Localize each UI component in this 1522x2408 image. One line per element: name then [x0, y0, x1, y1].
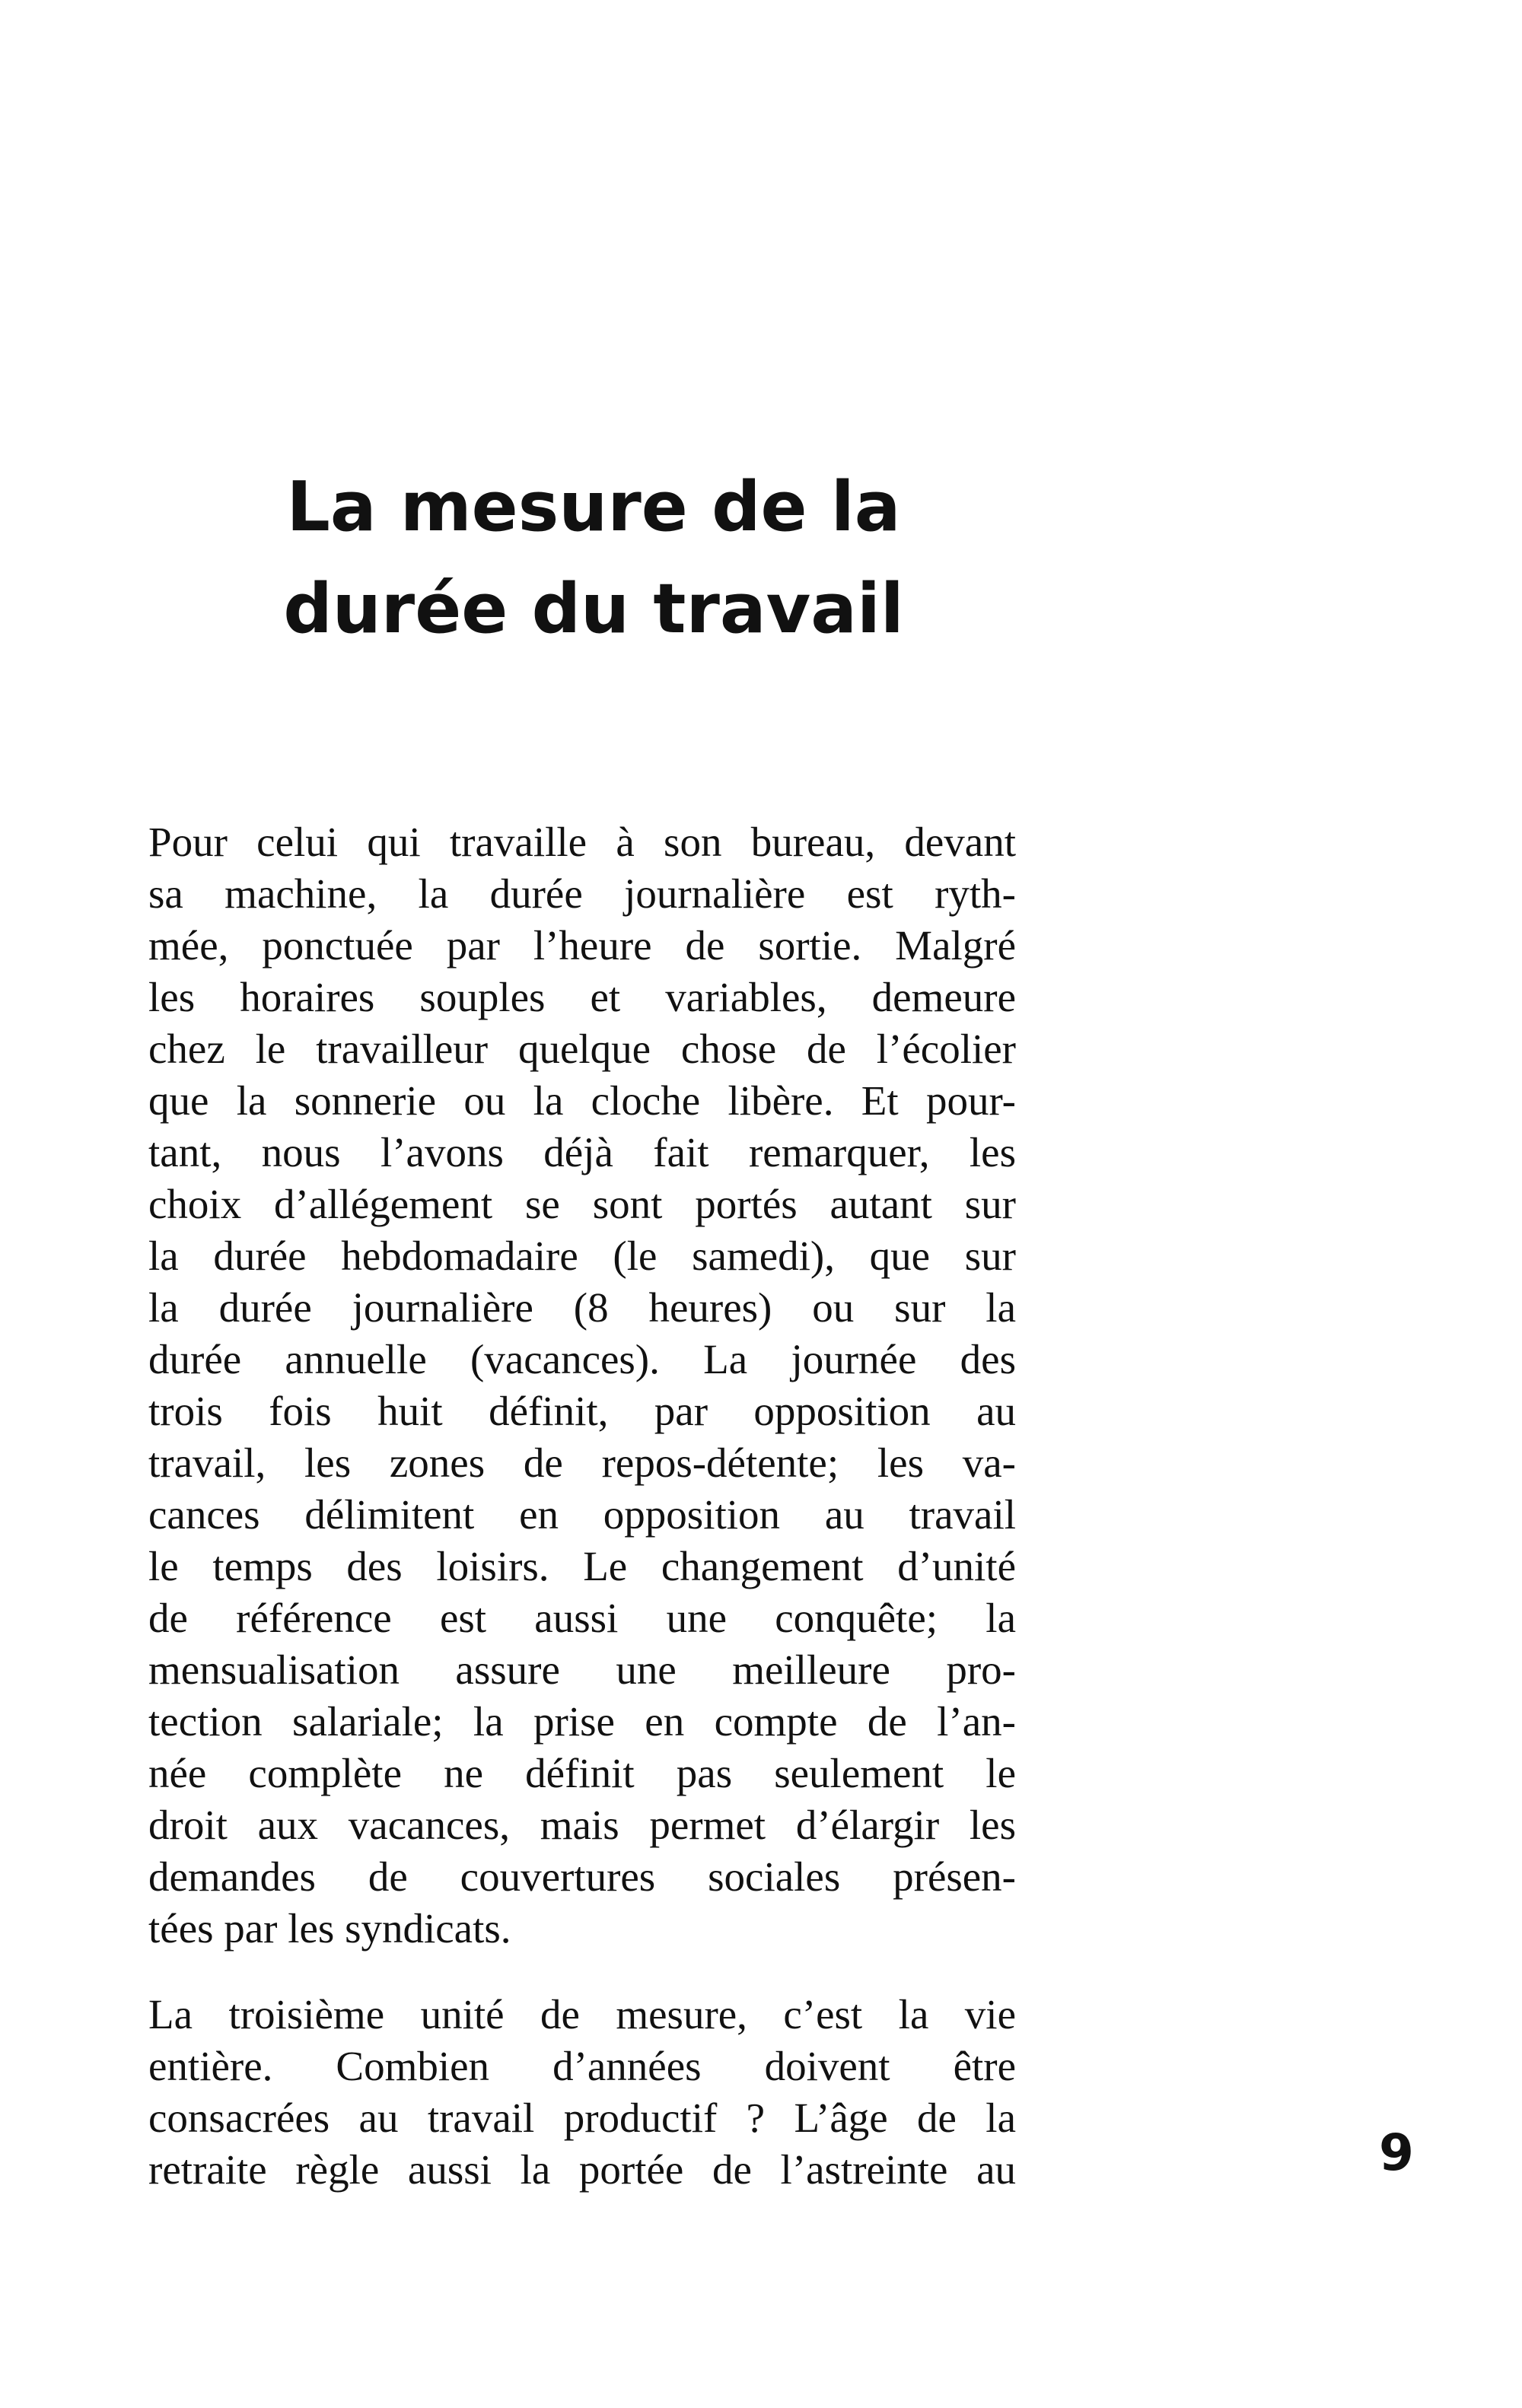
text-line: La troisième unité de mesure, c’est la vie: [148, 1991, 1016, 2037]
chapter-title-line-1: La mesure de la: [286, 467, 901, 547]
text-line: née complète ne définit pas seulement le: [148, 1750, 1016, 1796]
text-line: le temps des loisirs. Le changement d’unité: [148, 1543, 1016, 1589]
text-line: droit aux vacances, mais permet d’élargir les: [148, 1802, 1016, 1848]
text-line: trois fois huit définit, par opposition au: [148, 1388, 1016, 1434]
text-line: la durée hebdomadaire (le samedi), que sur: [148, 1233, 1016, 1279]
text-line: sa machine, la durée journalière est ryth-: [148, 870, 1016, 917]
text-line: Pour celui qui travaille à son bureau, devant: [148, 819, 1016, 865]
text-line: chez le travailleur quelque chose de l’écolier: [148, 1026, 1016, 1072]
text-line: tection salariale; la prise en compte de l’an-: [148, 1698, 1016, 1745]
text-line: que la sonnerie ou la cloche libère. Et pour-: [148, 1077, 1016, 1124]
chapter-title-line-2: durée du travail: [283, 569, 904, 649]
text-line: entière. Combien d’années doivent être: [148, 2043, 1016, 2089]
text-line: mée, ponctuée par l’heure de sortie. Malgré: [148, 922, 1016, 969]
text-line: mensualisation assure une meilleure pro-: [148, 1646, 1016, 1693]
text-line: cances délimitent en opposition au travail: [148, 1491, 1016, 1538]
paragraph-1: [148, 816, 1016, 1955]
text-line: tées par les syndicats.: [148, 1905, 511, 1952]
text-line: de référence est aussi une conquête; la: [148, 1595, 1016, 1641]
body-text: [148, 816, 1016, 2230]
paragraph-2: [148, 1989, 1016, 2196]
text-line: travail, les zones de repos-détente; les va-: [148, 1439, 1016, 1486]
text-line: tant, nous l’avons déjà fait remarquer, les: [148, 1129, 1016, 1175]
chapter-title: [251, 456, 936, 660]
text-line: retraite règle aussi la portée de l’astreinte au: [148, 2146, 1016, 2193]
page-number: 9: [1379, 2123, 1414, 2182]
text-line: les horaires souples et variables, demeure: [148, 974, 1016, 1020]
text-line: la durée journalière (8 heures) ou sur la: [148, 1284, 1016, 1331]
text-line: demandes de couvertures sociales présen-: [148, 1853, 1016, 1900]
text-line: consacrées au travail productif ? L’âge de la: [148, 2095, 1016, 2141]
text-line: durée annuelle (vacances). La journée des: [148, 1336, 1016, 1382]
text-line: choix d’allégement se sont portés autant sur: [148, 1181, 1016, 1227]
